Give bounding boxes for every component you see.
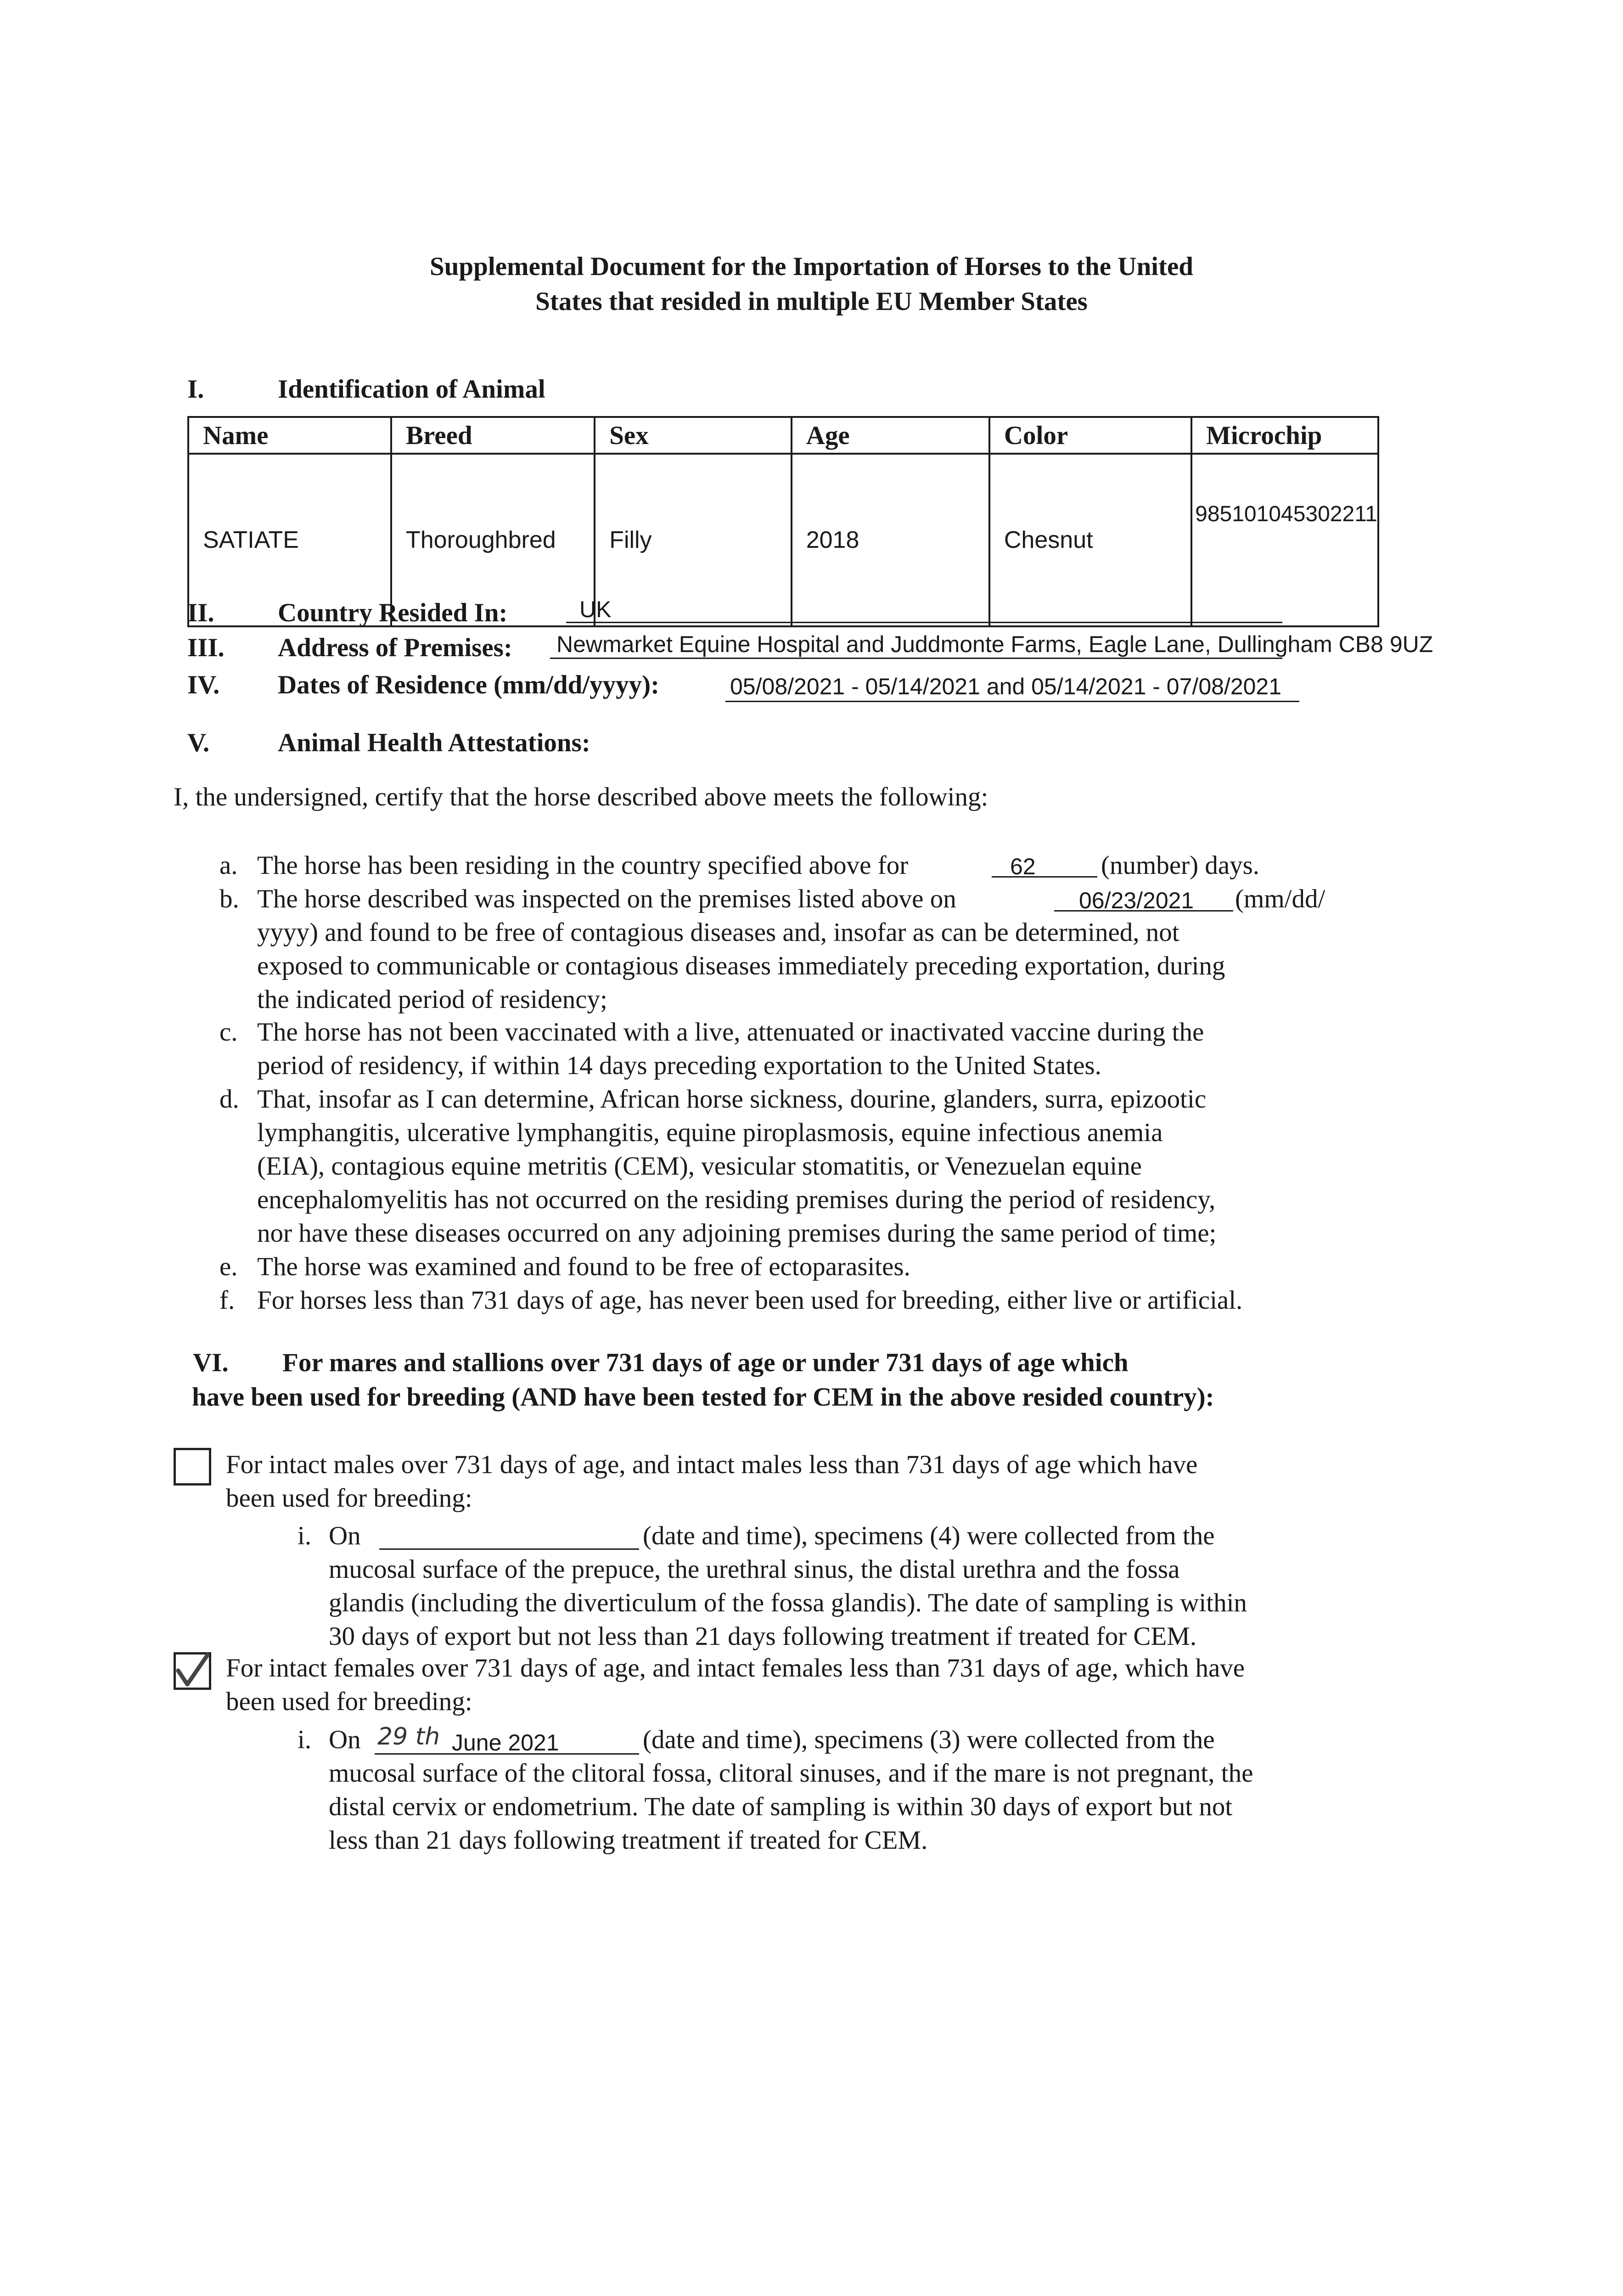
item-f-text: For horses less than 731 days of age, has never been used for breeding, either live or artificial.	[257, 1286, 1243, 1315]
horse-microchip-cell: 985101045302211	[1191, 454, 1378, 626]
item-d-line: lymphangitis, ulcerative lymphangitis, equine piroplasmosis, equine infectious anemia	[257, 1118, 1163, 1147]
horse-breed-cell: Thoroughbred	[391, 454, 595, 626]
item-e-text: The horse was examined and found to be free of ectoparasites.	[257, 1252, 910, 1281]
attestation-intro: I, the undersigned, certify that the horse described above meets the following:	[174, 782, 988, 811]
males-date-underline[interactable]	[379, 1548, 639, 1550]
item-f-marker: f.	[219, 1286, 235, 1315]
item-b-suffix: (mm/dd/	[1235, 884, 1325, 913]
females-date-handwritten: 29 th	[377, 1723, 440, 1750]
section4-number: IV.	[187, 670, 220, 699]
section6-heading-line2: have been used for breeding (AND have been tested for CEM in the above resided country):	[192, 1383, 1214, 1412]
females-sub-marker: i.	[298, 1725, 312, 1754]
address-value: Newmarket Equine Hospital and Juddmonte Farms, Eagle Lane, Dullingham CB8 9UZ	[556, 631, 1433, 657]
item-c-line: period of residency, if within 14 days preceding exportation to the United States.	[257, 1051, 1101, 1080]
females-sub-text: (date and time), specimens (3) were collected from the	[643, 1725, 1215, 1754]
females-date-value: June 2021	[452, 1730, 559, 1756]
horse-age-cell: 2018	[792, 454, 989, 626]
item-b-line: the indicated period of residency;	[257, 985, 607, 1014]
section5-heading: Animal Health Attestations:	[278, 728, 590, 757]
item-d-line: (EIA), contagious equine metritis (CEM), vesicular stomatitis, or Venezuelan equine	[257, 1152, 1142, 1181]
section1-heading: Identification of Animal	[278, 375, 545, 404]
days-value: 62	[1010, 854, 1036, 879]
horse-sex-cell: Filly	[595, 454, 792, 626]
inspect-date-value: 06/23/2021	[1079, 888, 1194, 913]
item-d-line: nor have these diseases occurred on any adjoining premises during the same period of time;	[257, 1219, 1217, 1248]
females-text-line: For intact females over 731 days of age, and intact females less than 731 days of age, which have	[226, 1654, 1245, 1683]
females-sub-line: mucosal surface of the clitoral fossa, clitoral sinuses, and if the mare is not pregnant, the	[329, 1759, 1253, 1788]
males-sub-line: 30 days of export but not less than 21 days following treatment if treated for CEM.	[329, 1622, 1197, 1651]
col-microchip-header: Microchip	[1191, 417, 1378, 454]
section4-label: Dates of Residence (mm/dd/yyyy):	[278, 670, 660, 699]
col-color-header: Color	[989, 417, 1191, 454]
item-e-marker: e.	[219, 1252, 238, 1281]
females-text-line: been used for breeding:	[226, 1687, 472, 1716]
males-checkbox[interactable]	[174, 1448, 211, 1486]
males-text-line: been used for breeding:	[226, 1484, 472, 1513]
days-underline	[992, 876, 1097, 878]
females-sub-line: distal cervix or endometrium. The date of sampling is within 30 days of export but not	[329, 1792, 1233, 1821]
checkmark-icon	[174, 1652, 211, 1690]
col-breed-header: Breed	[391, 417, 595, 454]
col-sex-header: Sex	[595, 417, 792, 454]
country-value: UK	[579, 597, 612, 622]
males-sub-text: (date and time), specimens (4) were collected from the	[643, 1521, 1215, 1550]
dates-underline	[725, 701, 1299, 702]
country-underline	[566, 622, 1282, 623]
item-d-marker: d.	[219, 1085, 239, 1114]
section5-number: V.	[187, 728, 210, 757]
males-text-line: For intact males over 731 days of age, and intact males less than 731 days of age which have	[226, 1450, 1198, 1479]
section2-label: Country Resided In:	[278, 598, 508, 627]
item-b-line: yyyy) and found to be free of contagious diseases and, insofar as can be determined, not	[257, 918, 1179, 947]
item-d-line: encephalomyelitis has not occurred on the residing premises during the period of residency,	[257, 1185, 1216, 1214]
identification-header-row	[188, 417, 1378, 454]
males-sub-line: glandis (including the diverticulum of the fossa glandis). The date of sampling is within	[329, 1588, 1247, 1617]
females-on-label: On	[329, 1725, 361, 1754]
item-a-marker: a.	[219, 851, 238, 880]
males-on-label: On	[329, 1521, 361, 1550]
document-title-line2: States that resided in multiple EU Member States	[535, 287, 1088, 316]
section6-heading-line1: For mares and stallions over 731 days of age or under 731 days of age which	[282, 1348, 1129, 1377]
dates-value: 05/08/2021 - 05/14/2021 and 05/14/2021 - 07/08/2021	[730, 674, 1282, 699]
section3-label: Address of Premises:	[278, 633, 512, 662]
item-b-text: The horse described was inspected on the premises listed above on	[257, 884, 956, 913]
females-sub-line: less than 21 days following treatment if treated for CEM.	[329, 1826, 928, 1855]
section1-number: I.	[187, 375, 204, 404]
col-age-header: Age	[792, 417, 989, 454]
document-title-line1: Supplemental Document for the Importation of Horses to the United	[430, 252, 1193, 281]
males-sub-line: mucosal surface of the prepuce, the urethral sinus, the distal urethra and the fossa	[329, 1555, 1180, 1584]
section6-number: VI.	[193, 1348, 229, 1377]
horse-name-cell: SATIATE	[188, 454, 391, 626]
identification-table	[187, 416, 1379, 627]
col-name-header: Name	[188, 417, 391, 454]
item-c-line: The horse has not been vaccinated with a live, attenuated or inactivated vaccine during the	[257, 1018, 1204, 1047]
item-b-line: exposed to communicable or contagious diseases immediately preceding exportation, during	[257, 951, 1225, 980]
females-checkbox[interactable]	[174, 1652, 211, 1690]
section2-number: II.	[187, 598, 214, 627]
item-d-line: That, insofar as I can determine, African horse sickness, dourine, glanders, surra, epizootic	[257, 1085, 1207, 1114]
section3-number: III.	[187, 633, 225, 662]
horse-color-cell: Chesnut	[989, 454, 1191, 626]
males-sub-marker: i.	[298, 1521, 312, 1550]
item-c-marker: c.	[219, 1018, 238, 1047]
item-b-marker: b.	[219, 884, 239, 913]
item-a-suffix: (number) days.	[1101, 851, 1260, 880]
address-underline	[550, 658, 1282, 659]
item-a-text: The horse has been residing in the country specified above for	[257, 851, 909, 880]
